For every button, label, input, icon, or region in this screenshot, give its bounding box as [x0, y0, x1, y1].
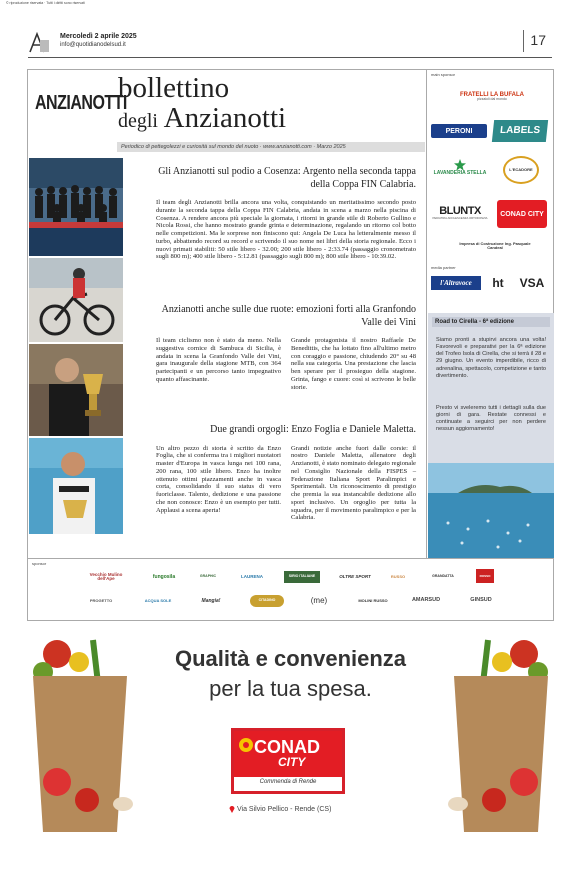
sponsor-bluntx: BLUNTX PEDIATRIA ADOLESCENZA ORTODONZIA [432, 205, 488, 221]
conad-brand: CONAD [254, 737, 320, 757]
article-orgogli-title: Due grandi orgogli: Enzo Foglia e Daniele Maletta. [210, 424, 416, 435]
road-paragraph-1: Siamo pronti a stupirvi ancora una volta! Favorevoli e preparativi per la 6ª edizione del Trofeo Isola di Cirella, che si terrà il 28 e 29 giugno. Un evento imperdibile, ricco di adrenalina, spettacolo, competizione e tanto divertimento. [436, 337, 546, 379]
cyclist-photo-image [29, 258, 123, 342]
sponsor-label: sponsor [32, 561, 47, 566]
article-cosenza [156, 166, 416, 261]
star-icon [454, 159, 466, 171]
sponsor-laurena: LAURENA [241, 573, 263, 579]
media-partner-label: media partner [431, 265, 456, 270]
sponsor-grandatta: GRANDATTA [432, 574, 454, 579]
sun-flower-icon [238, 737, 254, 753]
sponsor-molini-russo: MOLINI RUSSO [358, 598, 388, 603]
conad-logo-panel [234, 731, 342, 777]
sponsor-amarsud: AMARSUD [411, 597, 441, 604]
article-cosenza-title: Gli Anzianotti sul podio a Cosenza: Argento nella seconda tappa della Coppa FIN Calabria. [158, 166, 416, 190]
masthead [28, 30, 552, 58]
location-pin-icon [229, 805, 235, 813]
conad-advert [27, 632, 554, 868]
anzianotti-brand: ANZIANOTTI [35, 92, 127, 114]
sponsor-me: (me) [310, 596, 328, 605]
article-granfondo-col1: Il team ciclismo non è stato da meno. Nella suggestiva cornice di Sambuca di Sicilia, è andata in scena la Granfondo Valle dei Vini, gara inaugurale della stagione MTB, con 364 partecipanti e un percorso tanto impegnativo quanto affascinante. [156, 337, 281, 383]
sponsor-rosso: ROSSO [476, 569, 494, 583]
sponsor-oltre-sport: OLTRE SPORT [339, 573, 371, 579]
sponsor-lavanderia-stella: LAVANDERIA STELLA [431, 152, 489, 182]
page-separator [523, 30, 524, 52]
cirella-sea-image [428, 463, 554, 558]
newspaper-logo-icon [28, 32, 50, 54]
ad-subheadline: per la tua spesa. [209, 676, 372, 701]
main-sponsor-label: main sponsor [431, 72, 456, 77]
sponsor-la-bufala: FRATELLI LA BUFALA pizzaioli dal mondo [460, 92, 524, 102]
sponsor-russo: RUSSO [390, 574, 406, 579]
title-main: Anzianotti [163, 102, 287, 134]
contact-email[interactable]: info@quotidianodelsud.it [60, 42, 126, 48]
photo-team-podium [29, 158, 123, 256]
bulletin-frame [27, 69, 554, 621]
swimmer-photo-image [29, 438, 123, 534]
article-granfondo-title: Anzianotti anche sulle due ruote: emozioni forti alla Granfondo Valle dei Vini [161, 304, 416, 328]
ad-headline: Qualità e convenienza [174, 646, 407, 671]
sponsor-graphic: GRAPHIC [199, 574, 217, 579]
title-prefix: degli [118, 110, 158, 132]
sponsor-impresa-candeal: Impresa di Costruzione Ing. Pasquale Candeal [459, 241, 531, 250]
bulletin-subtitle: Periodico di pettegolezzi e curiosità sul mondo del nuoto · www.anzianotti.com · Marzo 2025 [117, 142, 425, 152]
sponsor-strip [28, 558, 553, 620]
sponsor-sirio: SIRIO ITALIANE [284, 571, 320, 583]
bulletin-title-line2 [118, 104, 286, 133]
article-orgogli-col1: Un altro pezzo di storia è scritto da Enzo Foglia, che si conferma tra i migliori nuotatori master d'Europa in vasca lunga nei 100 rana, 200 rana, 100 stile libero. Enzo ha inoltre ottenuto ottimi piazzamenti anche in vasca corta, consolidando il suo status di vero fuoriclasse. Talento, dedizione e una passione che non conosce: Enzo è un esempio per tutti. Applausi a scena aperta! [156, 444, 281, 514]
copyright-note: © riproduzione riservata · Tutti i diritti sono riservati [6, 1, 85, 5]
conad-brand-sub: CITY [278, 755, 306, 769]
sponsor-peroni: PERONI [431, 124, 487, 138]
conad-city-logo [231, 728, 345, 794]
article-granfondo-col2: Grande protagonista il nostro Raffaele De Benedittis, che ha lottato fino all'ultimo metro con coraggio e passione, chiudendo 20° su 48 nella sua categoria. Una prestazione che lascia ben sperare per il prosieguo della stagione. Grinta, fango e cuore: così si scrivono le belle storie. [291, 337, 416, 391]
sponsor-labels: LABELS [492, 120, 548, 142]
photo-trophy [29, 344, 123, 436]
issue-date: Mercoledì 2 aprile 2025 [60, 33, 137, 40]
sponsor-mangia: Mangia! [201, 597, 221, 604]
sponsor-progetto: PROGETTO [89, 598, 113, 603]
store-name: Commenda di Rende [259, 779, 317, 785]
photo-column [29, 158, 123, 536]
media-ht: ht [492, 276, 504, 290]
sponsor-sidebar [426, 70, 554, 558]
media-vsa: VSA [519, 276, 545, 290]
article-orgogli-col2: Grandi notizie anche fuori dalle corsie: il nostro Daniele Maletta, allenatore degli Anzianotti, è stato nominato delegato regionale nel Consiglio Nazionale della FISPES – Federazione Italiana Sport Paralimpici e Sperimentali. Un riconoscimento di prestigio che premia la sua instancabile dedizione allo sport inclusivo. Un orgoglio per tutta la squadra, per il movimento paralimpico e per la Calabria. [291, 444, 416, 522]
road-paragraph-2: Presto vi sveleremo tutti i dettagli sulla due giorni di gara. Restate connessi e continuate a seguirci per non perdere nessun aggiornamento! [436, 405, 546, 433]
trophy-photo-image [29, 344, 123, 436]
sponsor-lecadore: L'ECADORE [503, 156, 539, 184]
sponsor-ginsud: GINSUD [470, 597, 492, 604]
road-to-cirella-box [428, 313, 554, 463]
article-orgogli [156, 424, 416, 522]
sponsor-acqua-sole: ACQUA SOLE [144, 598, 172, 603]
article-cosenza-body: Il team degli Anzianotti brilla ancora una volta, conquistando un meritatissimo secondo posto durante la seconda tappa della Coppa FIN Calabria, andata in scena a marzo nella piscina di Cosenza. A rendere ancora più speciale la giornata, i ritorni in grande stile di Roberto Gullino e Nicola Rossi, che hanno mostrato grande grinta e determinazione, regalando un ritorno col botto nelle competizioni. Ma le sorprese non finiscono qui: Angela De Luca ha letteralmente messo il turbo, abbattendo record su record e scrivendo il suo nome nei libri della storia regionale. Ecco i nuovi primati stabiliti: 50 stile libero - 32.00; 200 stile libero - 2:33.74 (passaggio cronometrato sugli 800 m); 400 stile libero - 5:12.81 (passaggio sugli 800 m); 800 stile libero - 10:39.02. [156, 199, 416, 261]
team-photo-image [29, 158, 123, 256]
photo-cyclist [29, 258, 123, 342]
sponsor-conad-city: CONAD CITY [497, 200, 547, 228]
page-number: 17 [530, 32, 546, 48]
article-granfondo [156, 304, 416, 391]
sponsor-fungosila: fungosila [152, 573, 176, 580]
bulletin-title: bollettino [118, 72, 230, 104]
sponsor-vecchio-mulino: Vecchio Mulino dell'Ape [89, 571, 123, 581]
road-title: Road to Cirella - 6ª edizione [432, 317, 550, 327]
store-address: Via Silvio Pellico - Rende (CS) [237, 806, 332, 813]
media-altravoce: l'Altravoce [431, 276, 481, 290]
bulletin-header [28, 70, 426, 156]
photo-swimmer-award [29, 438, 123, 534]
sponsor-citadino: CITADINO [250, 595, 284, 607]
